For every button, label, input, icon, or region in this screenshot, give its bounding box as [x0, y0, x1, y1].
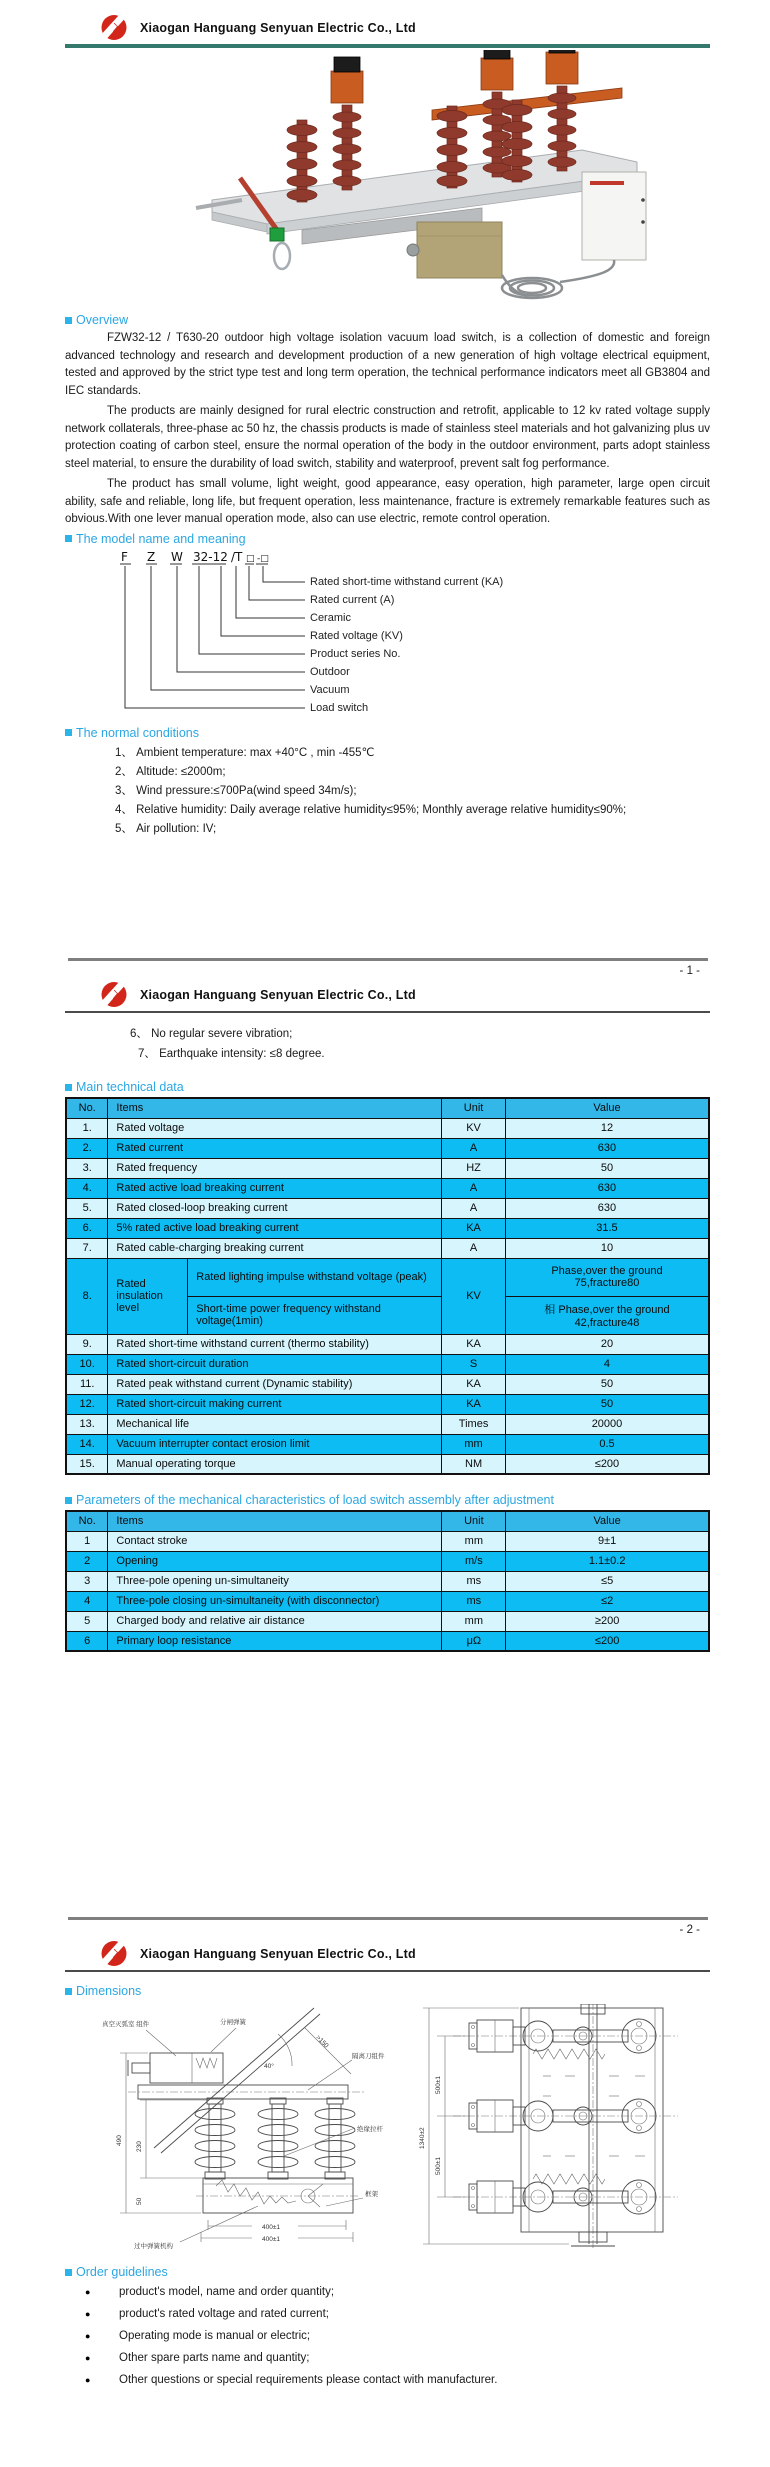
cell-unit: mm: [442, 1531, 506, 1551]
section-bullet-icon: [65, 1988, 72, 1995]
model-code-t: /T: [231, 549, 243, 564]
cell-no: 14.: [66, 1434, 108, 1454]
dim-400b-label: 400±1: [262, 2236, 281, 2243]
conditions-heading: [65, 726, 770, 740]
order-item-text: Other questions or special requirements please contact with manufacturer.: [119, 2374, 498, 2386]
section-bullet-icon: [65, 1497, 72, 1504]
header-unit: Unit: [442, 1511, 506, 1531]
condition-item: 2、 Altitude: ≤2000m;: [115, 765, 226, 778]
table2-title: Parameters of the mechanical characteristics of load switch assembly after adjustment: [76, 1493, 554, 1507]
header-rule: [65, 1011, 710, 1013]
cell-item: Manual operating torque: [108, 1454, 442, 1474]
company-name: Xiaogan Hanguang Senyuan Electric Co., Ltd: [140, 988, 416, 1002]
conditions-title: The normal conditions: [76, 725, 199, 740]
cell-item: Opening: [108, 1551, 442, 1571]
cell-no: 1.: [66, 1118, 108, 1138]
cell-no: 5.: [66, 1198, 108, 1218]
table-row: [66, 1531, 709, 1551]
cell-value: 12: [505, 1118, 709, 1138]
table-row: [66, 1374, 709, 1394]
dim-490-label: 490: [116, 2135, 123, 2146]
cell-item: Rated frequency: [108, 1158, 442, 1178]
bullet-icon: ●: [85, 2331, 91, 2341]
cell-item: Rated voltage: [108, 1118, 442, 1138]
cell-no: 2.: [66, 1138, 108, 1158]
table-row: [66, 1551, 709, 1571]
cell-unit: Times: [442, 1414, 506, 1434]
cell-item: Rated short-circuit making current: [108, 1394, 442, 1414]
cell-no: 6: [66, 1631, 108, 1651]
table-row: [66, 1434, 709, 1454]
model-label-rated-voltage: Rated voltage (KV): [310, 629, 403, 642]
table-row: [66, 1138, 709, 1158]
cell-unit: KA: [442, 1374, 506, 1394]
label-over-center-spring: 过中弹簧机构: [134, 2243, 173, 2250]
overview-title: Overview: [76, 313, 129, 327]
condition-item: 4、 Relative humidity: Daily average relative humidity≤95%; Monthly average relative humidity≤90%;: [115, 803, 627, 816]
header-items: Items: [108, 1098, 442, 1118]
cell-no: 5: [66, 1611, 108, 1631]
model-label-rated-current: Rated current (A): [310, 593, 395, 606]
table-row: [66, 1454, 709, 1474]
cell-unit: KA: [442, 1218, 506, 1238]
cell-unit: KA: [442, 1394, 506, 1414]
cell-item: 5% rated active load breaking current: [108, 1218, 442, 1238]
bullet-icon: ●: [85, 2309, 91, 2319]
label-frame: 框架: [365, 2191, 378, 2198]
cell-no: 1: [66, 1531, 108, 1551]
cell-no: 9.: [66, 1334, 108, 1354]
page-3: [0, 1917, 770, 2467]
cell-unit: KV: [442, 1118, 506, 1138]
cell-unit: A: [442, 1198, 506, 1218]
cell-value: 9±1: [506, 1531, 709, 1551]
condition-item: 6、 No regular severe vibration;: [130, 1028, 293, 1040]
cell-unit: KV: [442, 1258, 506, 1334]
model-label-outdoor: Outdoor: [310, 665, 350, 678]
cell-unit: mm: [442, 1611, 506, 1631]
dim-1340-label: 1340±2: [419, 2127, 426, 2149]
page-2: [0, 958, 770, 1917]
label-isolation-knife: 隔离刀组件: [352, 2053, 385, 2060]
cell-unit: A: [442, 1238, 506, 1258]
table-row: [66, 1158, 709, 1178]
company-logo-icon: [98, 14, 130, 41]
order-guidelines-heading: [65, 2265, 770, 2279]
order-item-text: product's rated voltage and rated current;: [119, 2308, 329, 2320]
cell-item: Rated current: [108, 1138, 442, 1158]
cell-unit: A: [442, 1138, 506, 1158]
table-row: [66, 1631, 709, 1651]
dim-50-label: 50: [136, 2197, 143, 2205]
order-item-text: Operating mode is manual or electric;: [119, 2330, 311, 2342]
page-1: [0, 0, 770, 958]
cell-value: 630: [505, 1178, 709, 1198]
overview-heading: [65, 313, 770, 327]
cell-value: ≤5: [506, 1571, 709, 1591]
order-item-text: Other spare parts name and quantity;: [119, 2352, 310, 2364]
header-rule: [65, 1970, 710, 1972]
cell-no: 13.: [66, 1414, 108, 1434]
cell-no: 15.: [66, 1454, 108, 1474]
dimensions-title: Dimensions: [76, 1984, 142, 1998]
model-label-short-time-current: Rated short-time withstand current (KA): [310, 575, 504, 588]
page-number: - 2 -: [679, 1924, 700, 1936]
cell-unit: HZ: [442, 1158, 506, 1178]
dim-500a-label: 500±1: [435, 2075, 442, 2094]
table-header-row: [66, 1098, 709, 1118]
cell-value: 1.1±0.2: [506, 1551, 709, 1571]
page-header: [65, 979, 710, 1011]
cell-unit: ms: [442, 1571, 506, 1591]
company-name: Xiaogan Hanguang Senyuan Electric Co., Ltd: [140, 1947, 416, 1961]
condition-item: 5、 Air pollution: IV;: [115, 822, 217, 835]
table-row: [66, 1591, 709, 1611]
overview-paragraph-2: The products are mainly designed for rural electric construction and retrofit, applicable to 12 kv rated voltage supply network collaterals, three-phase ac 50 hz, the chassis products is made of stainless steel materials and hot galvanizing plus uv protection coating of carbon steel, ensure the normal operation of the body in the outdoor environment, parts adopt stainless steel material, to ensure the durability of load switch, stability and waterproof, prevent salt fog performance.: [65, 405, 710, 470]
cell-subitem: Short-time power frequency withstand voltage(1min): [188, 1296, 442, 1334]
header-items: Items: [108, 1511, 442, 1531]
page-header: [65, 12, 710, 44]
cell-item: Rated peak withstand current (Dynamic stability): [108, 1374, 442, 1394]
cell-value: 630: [505, 1138, 709, 1158]
cell-no: 12.: [66, 1394, 108, 1414]
bullet-icon: ●: [85, 2375, 91, 2385]
label-insulating-rod: 绝缘拉杆: [357, 2126, 383, 2133]
company-name: Xiaogan Hanguang Senyuan Electric Co., Ltd: [140, 21, 416, 35]
overview-paragraph-3: The product has small volume, light weight, good appearance, easy operation, high parameter, large open circuit ability, safe and reliable, long life, but frequent operation, less maintenance, fracture is extremely remarkable features such as obvious.With one lever manual operation mode, also can use electric, remote control operation.: [65, 478, 710, 525]
cell-item: Vacuum interrupter contact erosion limit: [108, 1434, 442, 1454]
order-item: [85, 2371, 710, 2389]
table-row: [66, 1414, 709, 1434]
condition-item: 1、 Ambient temperature: max +40°C , min -455℃: [115, 746, 375, 759]
cell-no: 2: [66, 1551, 108, 1571]
cell-unit: ms: [442, 1591, 506, 1611]
cell-unit: KA: [442, 1334, 506, 1354]
page-divider: [68, 958, 708, 961]
cell-no: 4.: [66, 1178, 108, 1198]
table-row: [66, 1571, 709, 1591]
table-row: [66, 1611, 709, 1631]
order-title: Order guidelines: [76, 2265, 168, 2279]
cell-no: 6.: [66, 1218, 108, 1238]
model-code-f: F: [121, 549, 128, 564]
cell-value: Phase,over the ground 75,fracture80: [505, 1258, 709, 1296]
cell-no: 8.: [66, 1258, 108, 1334]
model-code-z: Z: [147, 549, 156, 564]
model-heading: [65, 532, 770, 546]
bullet-icon: ●: [85, 2287, 91, 2297]
table-row: [66, 1178, 709, 1198]
header-no: No.: [66, 1511, 108, 1531]
cell-item: Three-pole closing un-simultaneity (with disconnector): [108, 1591, 442, 1611]
dimension-drawings: [0, 2006, 770, 2261]
cell-value: 50: [505, 1374, 709, 1394]
dim-angle-label: 40°: [264, 2063, 274, 2070]
section-bullet-icon: [65, 1084, 72, 1091]
header-value: Value: [505, 1098, 709, 1118]
cell-item: Rated cable-charging breaking current: [108, 1238, 442, 1258]
cell-value: 50: [505, 1394, 709, 1414]
dim-400a-label: 400±1: [262, 2224, 281, 2231]
top-view-drawing: [393, 2004, 723, 2256]
company-logo-icon: [98, 981, 130, 1008]
model-code-box2: -□: [257, 553, 269, 564]
section-bullet-icon: [65, 2269, 72, 2276]
main-technical-data-table: [65, 1097, 710, 1475]
table-row: [66, 1238, 709, 1258]
label-opening-spring: 分闸弹簧: [220, 2019, 246, 2026]
section-bullet-icon: [65, 535, 72, 542]
cell-item: Charged body and relative air distance: [108, 1611, 442, 1631]
model-label-load-switch: Load switch: [310, 701, 369, 714]
dimensions-heading: [65, 1984, 770, 1998]
table-row: [66, 1354, 709, 1374]
table-row: [66, 1118, 709, 1138]
cell-no: 4: [66, 1591, 108, 1611]
condition-item: 3、 Wind pressure:≤700Pa(wind speed 34m/s);: [115, 784, 357, 797]
cell-item: Mechanical life: [108, 1414, 442, 1434]
cell-value: ≤2: [506, 1591, 709, 1611]
model-code-box1: □: [246, 553, 255, 564]
model-code-series: 32-12: [193, 549, 228, 564]
cell-subitem: Rated lighting impulse withstand voltage (peak): [188, 1258, 442, 1296]
overview-paragraph-1: FZW32-12 / T630-20 outdoor high voltage isolation vacuum load switch, is a collection of domestic and foreign advanced technology and research and development production of a new generation of high voltage electrical equipment, tested and approved by the strict type test and long term operation, the technical performance indicators meet all GB3804 and IEC standards.: [65, 332, 710, 397]
cell-unit: μΩ: [442, 1631, 506, 1651]
order-item: [85, 2305, 710, 2323]
cell-item: Rated short-time withstand current (thermo stability): [108, 1334, 442, 1354]
header-unit: Unit: [442, 1098, 506, 1118]
main-technical-data-heading: [65, 1080, 770, 1094]
cell-no: 3.: [66, 1158, 108, 1178]
order-item: [85, 2349, 710, 2367]
model-code-w: W: [171, 549, 183, 564]
model-label-ceramic: Ceramic: [310, 611, 351, 624]
page-divider: [68, 1917, 708, 1920]
table1-title: Main technical data: [76, 1080, 184, 1094]
cell-value: 4: [505, 1354, 709, 1374]
label-vacuum-chamber: 真空灭弧室 组件: [102, 2021, 150, 2028]
order-item-text: product's model, name and order quantity;: [119, 2286, 335, 2298]
cell-unit: m/s: [442, 1551, 506, 1571]
cell-value: 20: [505, 1334, 709, 1354]
cell-value: ≤200: [506, 1631, 709, 1651]
table-row: [66, 1198, 709, 1218]
company-logo-icon: [98, 1940, 130, 1967]
dim-gt150-label: >150: [314, 2034, 330, 2050]
dim-230-label: 230: [136, 2141, 143, 2152]
model-title: The model name and meaning: [76, 531, 246, 546]
section-bullet-icon: [65, 317, 72, 324]
condition-item: 7、 Earthquake intensity: ≤8 degree.: [138, 1047, 325, 1060]
cell-item: Rated closed-loop breaking current: [108, 1198, 442, 1218]
table-row: [66, 1334, 709, 1354]
cell-value: 630: [505, 1198, 709, 1218]
dim-500b-label: 500±1: [435, 2156, 442, 2175]
cell-no: 7.: [66, 1238, 108, 1258]
cell-value: 20000: [505, 1414, 709, 1434]
cell-value: 0.5: [505, 1434, 709, 1454]
cell-no: 3: [66, 1571, 108, 1591]
mechanical-parameters-heading: [65, 1493, 770, 1507]
order-item: [85, 2283, 710, 2301]
model-label-vacuum: Vacuum: [310, 683, 350, 696]
cell-item: Rated active load breaking current: [108, 1178, 442, 1198]
table-row-insulation-1: [66, 1258, 709, 1296]
table-header-row: [66, 1511, 709, 1531]
cell-item: Rated insulation level: [108, 1258, 188, 1334]
cell-item: Three-pole opening un-simultaneity: [108, 1571, 442, 1591]
cell-value: ≤200: [505, 1454, 709, 1474]
page-number: - 1 -: [679, 965, 700, 977]
table-row: [66, 1394, 709, 1414]
cell-no: 11.: [66, 1374, 108, 1394]
header-no: No.: [66, 1098, 108, 1118]
bullet-icon: ●: [85, 2353, 91, 2363]
model-label-series-no: Product series No.: [310, 647, 401, 660]
header-value: Value: [506, 1511, 709, 1531]
cell-value: ≥200: [506, 1611, 709, 1631]
order-item: [85, 2327, 710, 2345]
cell-unit: A: [442, 1178, 506, 1198]
section-bullet-icon: [65, 729, 72, 736]
cell-value: 相 Phase,over the ground 42,fracture48: [505, 1296, 709, 1334]
table-row: [66, 1218, 709, 1238]
product-photo: [182, 50, 672, 305]
side-view-drawing: [68, 2006, 398, 2258]
page-header: [65, 1938, 710, 1970]
header-rule: [65, 44, 710, 48]
cell-value: 10: [505, 1238, 709, 1258]
cell-unit: mm: [442, 1434, 506, 1454]
cell-value: 50: [505, 1158, 709, 1178]
cell-item: Primary loop resistance: [108, 1631, 442, 1651]
mechanical-parameters-table: [65, 1510, 710, 1652]
cell-item: Rated short-circuit duration: [108, 1354, 442, 1374]
cell-no: 10.: [66, 1354, 108, 1374]
cell-value: 31.5: [505, 1218, 709, 1238]
model-meaning-diagram: [65, 548, 710, 720]
cell-unit: NM: [442, 1454, 506, 1474]
cell-unit: S: [442, 1354, 506, 1374]
cell-item: Contact stroke: [108, 1531, 442, 1551]
